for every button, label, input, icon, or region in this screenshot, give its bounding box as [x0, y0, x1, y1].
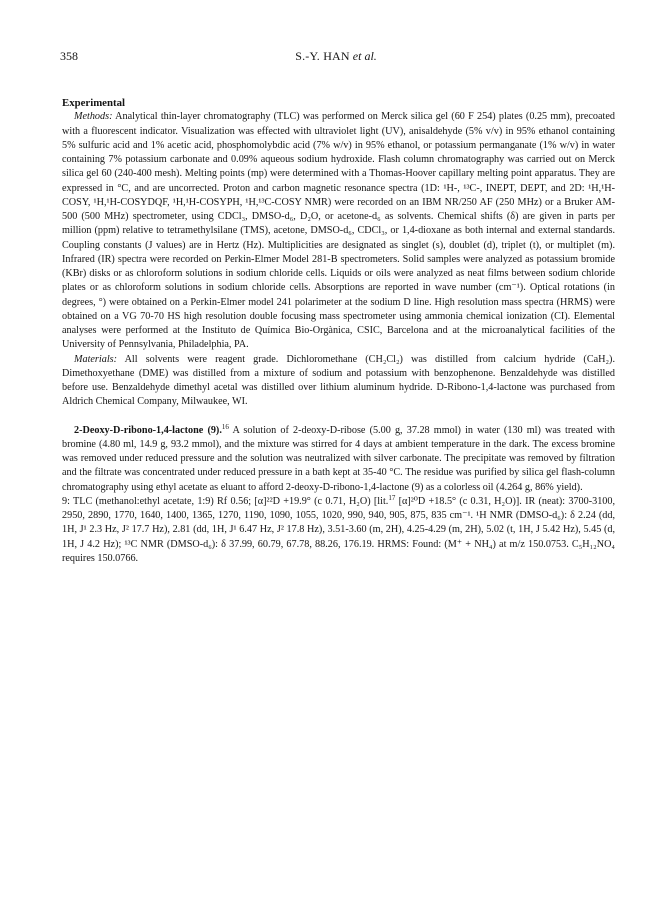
- running-head-author: S.-Y. HAN: [295, 49, 350, 63]
- literature-rotation: [α]²⁰D +18.5° (c 0.31, H₂O)].: [398, 495, 522, 507]
- compound-reference: 16: [221, 422, 229, 431]
- compound-title: 2-Deoxy-D-ribono-1,4-lactone (9).: [74, 424, 222, 436]
- methods-run-in-heading: Methods:: [74, 111, 113, 123]
- compound-procedure-text: A solution of 2-deoxy-D-ribose (5.00 g, 37.28 mmol) in water (130 ml) was treated with bromine (4.80 ml, 14.9 g, 93.2 mmol), and the mixture was stirred for 4 days at ambient temperature in the dark. The excess bromine was removed under reduced pressure and the solution was neutralized with silver carbonate. The precipitate was removed by filtration and the filtrate was concentrated under reduced pressure in a bath kept at 35-40 °C. The residue was purified by silica gel flash-column chromatography using ethyl acetate as eluant to afford 2-deoxy-D-ribono-1,4-lactone (9) as a colorless oil (4.264 g, 86% yield).: [62, 424, 615, 493]
- page-number: 358: [60, 49, 78, 63]
- hrms-data: HRMS: Found: (M⁺ + NH₄) at m/z 150.0753. C₅H₁₂NO₄ requires 150.0766.: [62, 538, 615, 564]
- ir-data: IR (neat): 3700-3100, 2950, 2890, 1770, 1640, 1400, 1365, 1270, 1190, 1090, 1055, 1020, 990, 940, 905, 875, 835 cm⁻¹.: [62, 495, 616, 521]
- literature-label: [lit.: [373, 495, 389, 507]
- materials-paragraph: [62, 353, 615, 410]
- tlc-data: 9: TLC (methanol:ethyl acetate, 1:9) Rf 0.56;: [62, 495, 252, 507]
- materials-run-in-heading: Materials:: [74, 353, 118, 365]
- methods-paragraph: [62, 110, 615, 352]
- proton-nmr-data: ¹H NMR (DMSO-d₆): δ 2.24 (dd, 1H, J¹ 2.3 Hz, J² 17.7 Hz), 2.81 (dd, 1H, J¹ 6.47 Hz, J² 17.8 Hz), 3.51-3.60 (m, 2H), 4.25-4.29 (m, 2H), 5.02 (t, 1H, J 5.42 Hz), 5.45 (d, 1H, J 4.2 Hz);: [62, 510, 616, 550]
- running-head-et-al: et al.: [352, 49, 377, 63]
- compound-characterization: [62, 495, 615, 566]
- materials-text: All solvents were reagent grade. Dichloromethane (CH₂Cl₂) was distilled from calcium hydride (CaH₂). Dimethoxyethane (DME) was distilled from a mixture of sodium and potassium with benzophenone. Benzaldehyde was distilled before use. Benzaldehyde dimethyl acetal was distilled over lithium aluminum hydride. D-Ribono-1,4-lactone was purchased from Aldrich Chemical Company, Milwaukee, WI.: [62, 353, 615, 408]
- optical-rotation: [α]²²D +19.9° (c 0.71, H₂O): [254, 495, 371, 507]
- compound-procedure-paragraph: [62, 424, 615, 495]
- paragraph-spacer: [62, 410, 615, 424]
- carbon-nmr-data: ¹³C NMR (DMSO-d₆): δ 37.99, 60.79, 67.78, 88.26, 176.19.: [124, 538, 375, 550]
- running-head: [0, 49, 672, 64]
- methods-text: Analytical thin-layer chromatography (TLC) was performed on Merck silica gel (60 F 254) plates (0.25 mm), precoated with a fluorescent indicator. Visualization was effected with ultraviolet light (UV), anisaldehyde (5% v/v) in 95% ethanol containing 5% sulfuric acid and 1% acetic acid, phosphomolybdic acid (7% w/v) in 95% ethanol, or potassium permanganate (1% w/v) in water containing 7% potassium carbonate and 0.09% aqueous sodium hydroxide. Flash column chromatography was carried out on Merck silica gel 60 (240-400 mesh). Melting points (mp) were determined with a Thomas-Hoover capillary melting point apparatus. They are expressed in °C, and are uncorrected. Proton and carbon magnetic resonance spectra (1D: ¹H-, ¹³C-, INEPT, DEPT, and 2D: ¹H,¹H-COSY, ¹H,¹H-COSYDQF, ¹H,¹H-COSYPH, ¹H,¹³C-COSY NMR) were recorded on an IBM NR/250 AF (250 MHz) or a Bruker AM-500 (500 MHz) spectrometer, using CDCl₃, DMSO-d₆, D₂O, or acetone-d₆ as solvents. Chemical shifts (δ) are given in parts per million (ppm) relative to tetramethylsilane (TMS), acetone, DMSO-d₆, CDCl₃, or 1,4-dioxane as both internal and external standards. Coupling constants (J values) are in Hertz (Hz). Multiplicities are designated as singlet (s), doublet (d), triplet (t), or multiplet (m). Infrared (IR) spectra were recorded on Perkin-Elmer Model 281-B spectrometers. Solid samples were analyzed as potassium bromide (KBr) disks or as chloroform solutions in sodium chloride cells. Liquids or oils were analyzed as neat films between sodium chloride plates or as chloroform solutions in sodium chloride cells. Absorptions are reported in wave number (cm⁻¹). Optical rotations (in degrees, °) were obtained on a Perkin-Elmer model 241 polarimeter at the sodium D line. High resolution mass spectra (HRMS) were obtained on a VG 70-70 HS high resolution double focusing mass spectrometer using ammonia chemical ionization (CI). Elemental analyses were performed at the Instituto de Química Bio-Orgànica, CSIC, Barcelona and at the microanalytical facilities of the University of Pennsylvania, Philadelphia, PA.: [62, 111, 615, 351]
- section-title-experimental: Experimental: [62, 97, 125, 109]
- literature-reference: 17: [388, 493, 396, 502]
- article-body: [62, 96, 615, 566]
